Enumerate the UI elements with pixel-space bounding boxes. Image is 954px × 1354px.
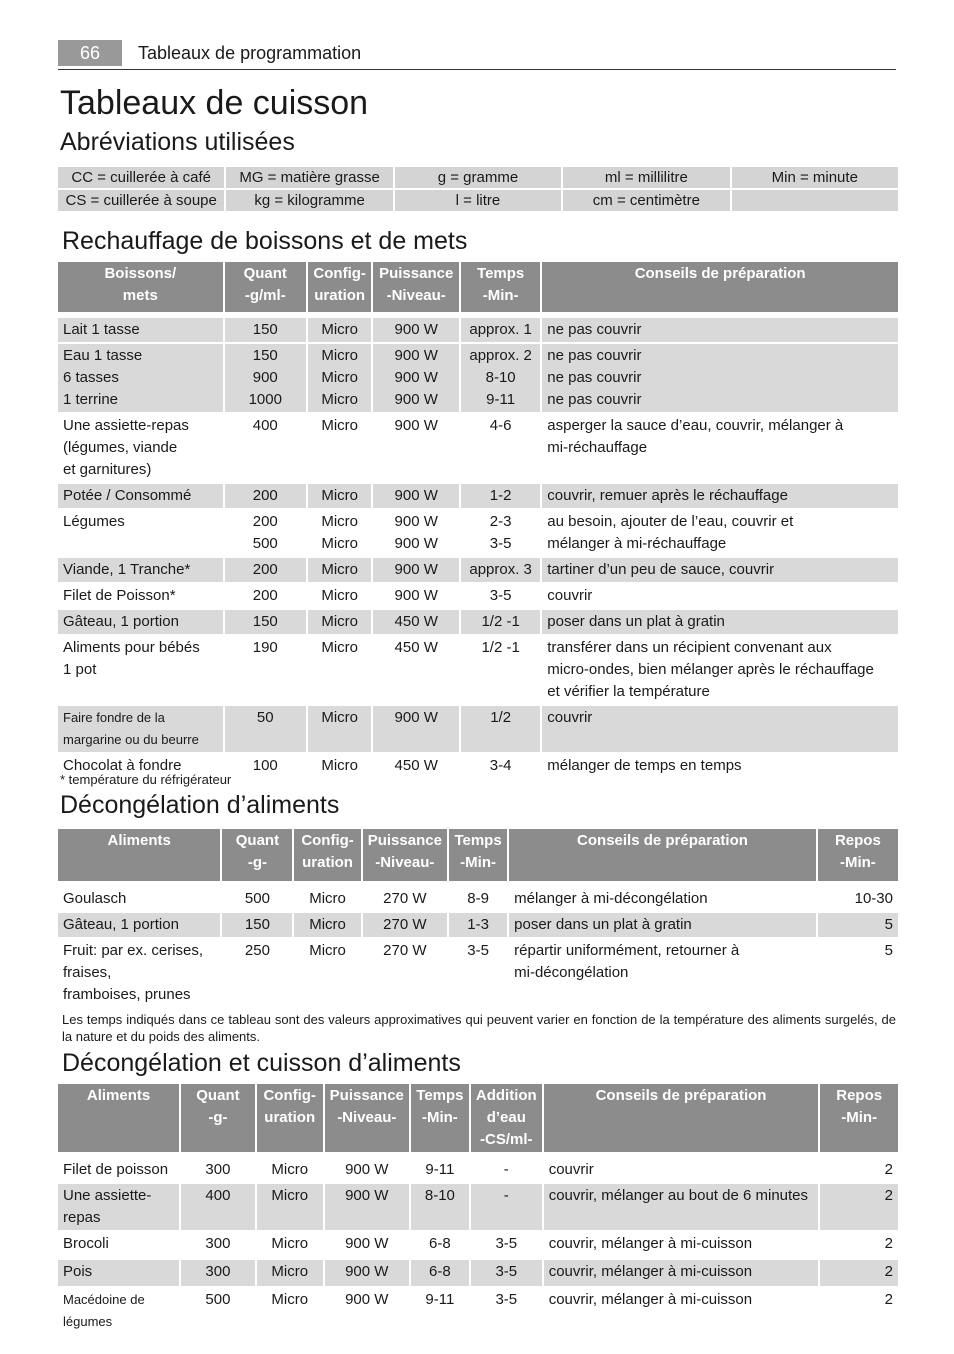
table-cell: 1/2 (461, 706, 540, 752)
table-cell: Macédoine de légumes (58, 1288, 179, 1334)
table-cell: Filet de poisson (58, 1158, 179, 1182)
column-header: Config- uration (294, 829, 360, 881)
table-cell: 900 W (325, 1158, 409, 1182)
table-cell: Pois (58, 1260, 179, 1286)
table-cell: 250 (222, 939, 292, 1007)
table-row (58, 1260, 898, 1286)
column-header: Aliments (58, 1084, 179, 1152)
table-row (58, 939, 898, 1007)
table-cell: Micro (294, 939, 360, 1007)
table-cell: Une assiette-repas (légumes, viande et garnitures) (58, 414, 223, 482)
table-cell: Micro (257, 1260, 323, 1286)
table-cell: poser dans un plat à gratin (542, 610, 898, 634)
table-row (58, 344, 898, 412)
table-row (58, 1158, 898, 1182)
table-cell: Micro (308, 706, 372, 752)
table-cell: Filet de Poisson* (58, 584, 223, 608)
spacer-cell (58, 1154, 898, 1156)
table-cell: ne pas couvrir (542, 318, 898, 342)
abbrev-row (58, 190, 898, 211)
table-row (58, 706, 898, 752)
table-cell: couvrir, mélanger à mi-cuisson (544, 1288, 819, 1334)
table-cell: Faire fondre de la margarine ou du beurre (58, 706, 223, 752)
table-cell: mélanger de temps en temps (542, 754, 898, 780)
table-cell: 3-5 (471, 1260, 542, 1286)
table-cell: Micro (308, 636, 372, 704)
table-row (58, 510, 898, 556)
table-cell: asperger la sauce d’eau, couvrir, mélanger à mi-réchauffage (542, 414, 898, 482)
table-cell: 50 (225, 706, 306, 752)
table-header-row (58, 1084, 898, 1152)
table-cell: 190 (225, 636, 306, 704)
defrost-cook-table (56, 1082, 900, 1336)
table-cell: 150 (225, 318, 306, 342)
table-cell: 900 W (373, 706, 459, 752)
table-cell: couvrir (544, 1158, 819, 1182)
table-cell: 900 W 900 W 900 W (373, 344, 459, 412)
table-header-row (58, 262, 898, 312)
table-cell: 300 (181, 1158, 255, 1182)
table-cell: Lait 1 tasse (58, 318, 223, 342)
abbrev-cell: l = litre (395, 190, 561, 211)
defrost-table (56, 827, 900, 1009)
table-cell: 900 W (373, 584, 459, 608)
table-cell: 3-5 (449, 939, 507, 1007)
table-cell: 6-8 (411, 1260, 469, 1286)
column-header: Aliments (58, 829, 220, 881)
column-header: Repos -Min- (818, 829, 898, 881)
table-cell: couvrir, mélanger à mi-cuisson (544, 1232, 819, 1258)
table-cell: 200 500 (225, 510, 306, 556)
table-cell: Une assiette-repas (58, 1184, 179, 1230)
table-row (58, 414, 898, 482)
table-cell: Goulasch (58, 887, 220, 911)
table-cell: 500 (222, 887, 292, 911)
table-cell: 2 (820, 1158, 898, 1182)
table-row (58, 558, 898, 582)
abbrev-title: Abréviations utilisées (60, 128, 295, 156)
table-cell: Micro (308, 754, 372, 780)
table-cell: 8-10 (411, 1184, 469, 1230)
column-header: Conseils de préparation (544, 1084, 819, 1152)
table-row (58, 610, 898, 634)
table-cell: Chocolat à fondre (58, 754, 223, 780)
table-row (58, 887, 898, 911)
table-cell: 9-11 (411, 1288, 469, 1334)
table-cell: 450 W (373, 636, 459, 704)
table-cell: couvrir, mélanger au bout de 6 minutes (544, 1184, 819, 1230)
table-cell: Micro (294, 887, 360, 911)
spacer-cell (58, 883, 898, 885)
table-cell: 900 W (373, 414, 459, 482)
spacer-row (58, 883, 898, 885)
table-cell: Brocoli (58, 1232, 179, 1258)
table-cell: 3-5 (471, 1232, 542, 1258)
table-cell: 150 (225, 610, 306, 634)
defrost-cook-title: Décongélation et cuisson d’aliments (62, 1049, 461, 1077)
table-cell: 300 (181, 1232, 255, 1258)
table-cell: Micro (257, 1158, 323, 1182)
abbrev-table (56, 165, 900, 213)
header-rule (58, 69, 896, 70)
table-cell: Micro (294, 913, 360, 937)
table-cell: poser dans un plat à gratin (509, 913, 816, 937)
table-cell: 900 W 900 W (373, 510, 459, 556)
spacer-row (58, 1154, 898, 1156)
column-header: Temps -Min- (461, 262, 540, 312)
table-cell: 1-2 (461, 484, 540, 508)
table-cell: 900 W (373, 318, 459, 342)
table-cell: couvrir (542, 584, 898, 608)
table-cell: Micro Micro Micro (308, 344, 372, 412)
column-header: Puissance -Niveau- (373, 262, 459, 312)
table-cell: approx. 1 (461, 318, 540, 342)
table-cell: Micro (308, 558, 372, 582)
table-cell: 1/2 -1 (461, 610, 540, 634)
table-cell: 150 900 1000 (225, 344, 306, 412)
abbrev-cell: kg = kilogramme (226, 190, 392, 211)
table-cell: - (471, 1158, 542, 1182)
table-row (58, 1232, 898, 1258)
table-header-row (58, 829, 898, 881)
column-header: Conseils de préparation (542, 262, 898, 312)
table-cell: approx. 3 (461, 558, 540, 582)
table-cell: 450 W (373, 610, 459, 634)
column-header: Repos -Min- (820, 1084, 898, 1152)
table-row (58, 584, 898, 608)
spacer-cell (58, 314, 898, 316)
table-cell: ne pas couvrir ne pas couvrir ne pas couvrir (542, 344, 898, 412)
table-cell: 9-11 (411, 1158, 469, 1182)
table-cell: Micro (308, 584, 372, 608)
table-cell: Eau 1 tasse 6 tasses 1 terrine (58, 344, 223, 412)
table-cell: Micro (257, 1184, 323, 1230)
table-cell: 900 W (373, 484, 459, 508)
column-header: Addition d’eau -CS/ml- (471, 1084, 542, 1152)
table-cell: 100 (225, 754, 306, 780)
table-cell: Micro (257, 1232, 323, 1258)
column-header: Quant -g- (181, 1084, 255, 1152)
table-cell: Gâteau, 1 portion (58, 610, 223, 634)
table-cell: 3-4 (461, 754, 540, 780)
table-cell: 3-5 (471, 1288, 542, 1334)
table-cell: Micro (308, 318, 372, 342)
table-cell: couvrir, remuer après le réchauffage (542, 484, 898, 508)
abbrev-cell: CS = cuillerée à soupe (58, 190, 224, 211)
table-cell: 2 (820, 1232, 898, 1258)
table-cell: Potée / Consommé (58, 484, 223, 508)
table-cell: approx. 2 8-10 9-11 (461, 344, 540, 412)
table-cell: Micro Micro (308, 510, 372, 556)
table-cell: Fruit: par ex. cerises, fraises, framboises, prunes (58, 939, 220, 1007)
table-cell: 200 (225, 584, 306, 608)
table-cell: 200 (225, 484, 306, 508)
column-header: Config- uration (308, 262, 372, 312)
table-cell: 900 W (325, 1288, 409, 1334)
table-row (58, 636, 898, 704)
table-cell: 450 W (373, 754, 459, 780)
table-cell: 150 (222, 913, 292, 937)
table-cell: 270 W (363, 887, 447, 911)
table-cell: 270 W (363, 913, 447, 937)
abbrev-cell: g = gramme (395, 167, 561, 188)
defrost-title: Décongélation d’aliments (60, 791, 340, 819)
table-cell: 500 (181, 1288, 255, 1334)
column-header: Temps -Min- (449, 829, 507, 881)
table-cell: 270 W (363, 939, 447, 1007)
abbrev-cell: MG = matière grasse (226, 167, 392, 188)
abbrev-cell: Min = minute (732, 167, 898, 188)
table-cell: 10-30 (818, 887, 898, 911)
table-cell: tartiner d’un peu de sauce, couvrir (542, 558, 898, 582)
abbrev-cell: cm = centimètre (563, 190, 729, 211)
table-cell: 4-6 (461, 414, 540, 482)
table-cell: 200 (225, 558, 306, 582)
table-cell: mélanger à mi-décongélation (509, 887, 816, 911)
table-cell: Micro (308, 610, 372, 634)
table-cell: Légumes (58, 510, 223, 556)
section-header: Tableaux de programmation (138, 43, 362, 63)
abbrev-cell: CC = cuillerée à café (58, 167, 224, 188)
table-cell: 1-3 (449, 913, 507, 937)
table-cell: 400 (225, 414, 306, 482)
table-cell: couvrir, mélanger à mi-cuisson (544, 1260, 819, 1286)
spacer-row (58, 314, 898, 316)
table-cell: 3-5 (461, 584, 540, 608)
column-header: Quant -g/ml- (225, 262, 306, 312)
table-cell: 900 W (325, 1232, 409, 1258)
abbrev-cell: ml = millilitre (563, 167, 729, 188)
page-number: 66 (58, 40, 122, 66)
page-title: Tableaux de cuisson (60, 84, 369, 122)
reheat-title: Rechauffage de boissons et de mets (62, 227, 468, 255)
reheat-table (56, 260, 900, 782)
table-cell: 2 (820, 1184, 898, 1230)
column-header: Puissance -Niveau- (325, 1084, 409, 1152)
column-header: Temps -Min- (411, 1084, 469, 1152)
table-cell: 900 W (325, 1260, 409, 1286)
table-cell: Aliments pour bébés 1 pot (58, 636, 223, 704)
table-cell: 1/2 -1 (461, 636, 540, 704)
table-cell: couvrir (542, 706, 898, 752)
column-header: Config- uration (257, 1084, 323, 1152)
column-header: Quant -g- (222, 829, 292, 881)
table-cell: 5 (818, 913, 898, 937)
table-cell: répartir uniformément, retourner à mi-décongélation (509, 939, 816, 1007)
table-cell: 2 (820, 1260, 898, 1286)
table-cell: Micro (308, 414, 372, 482)
table-row (58, 1288, 898, 1334)
table-cell: 5 (818, 939, 898, 1007)
table-row (58, 913, 898, 937)
table-cell: - (471, 1184, 542, 1230)
abbrev-cell (732, 190, 898, 211)
column-header: Puissance -Niveau- (363, 829, 447, 881)
table-row (58, 1184, 898, 1230)
table-cell: 300 (181, 1260, 255, 1286)
table-cell: 2-3 3-5 (461, 510, 540, 556)
table-cell: 6-8 (411, 1232, 469, 1258)
table-row (58, 484, 898, 508)
table-cell: 900 W (325, 1184, 409, 1230)
table-cell: 8-9 (449, 887, 507, 911)
defrost-note: Les temps indiqués dans ce tableau sont des valeurs approximatives qui peuvent varier en fonction de la température des aliments surgelés, de la nature et du poids des aliments. (62, 1012, 896, 1044)
table-cell: 400 (181, 1184, 255, 1230)
table-cell: Viande, 1 Tranche* (58, 558, 223, 582)
column-header: Boissons/ mets (58, 262, 223, 312)
table-cell: transférer dans un récipient convenant aux micro-ondes, bien mélanger après le réchauffage et vérifier la température (542, 636, 898, 704)
table-cell: Micro (257, 1288, 323, 1334)
table-cell: au besoin, ajouter de l’eau, couvrir et mélanger à mi-réchauffage (542, 510, 898, 556)
table-cell: Gâteau, 1 portion (58, 913, 220, 937)
table-cell: Micro (308, 484, 372, 508)
column-header: Conseils de préparation (509, 829, 816, 881)
table-row (58, 318, 898, 342)
table-cell: 2 (820, 1288, 898, 1334)
table-cell: 900 W (373, 558, 459, 582)
abbrev-row (58, 167, 898, 188)
reheat-footnote: * température du réfrigérateur (60, 772, 232, 787)
